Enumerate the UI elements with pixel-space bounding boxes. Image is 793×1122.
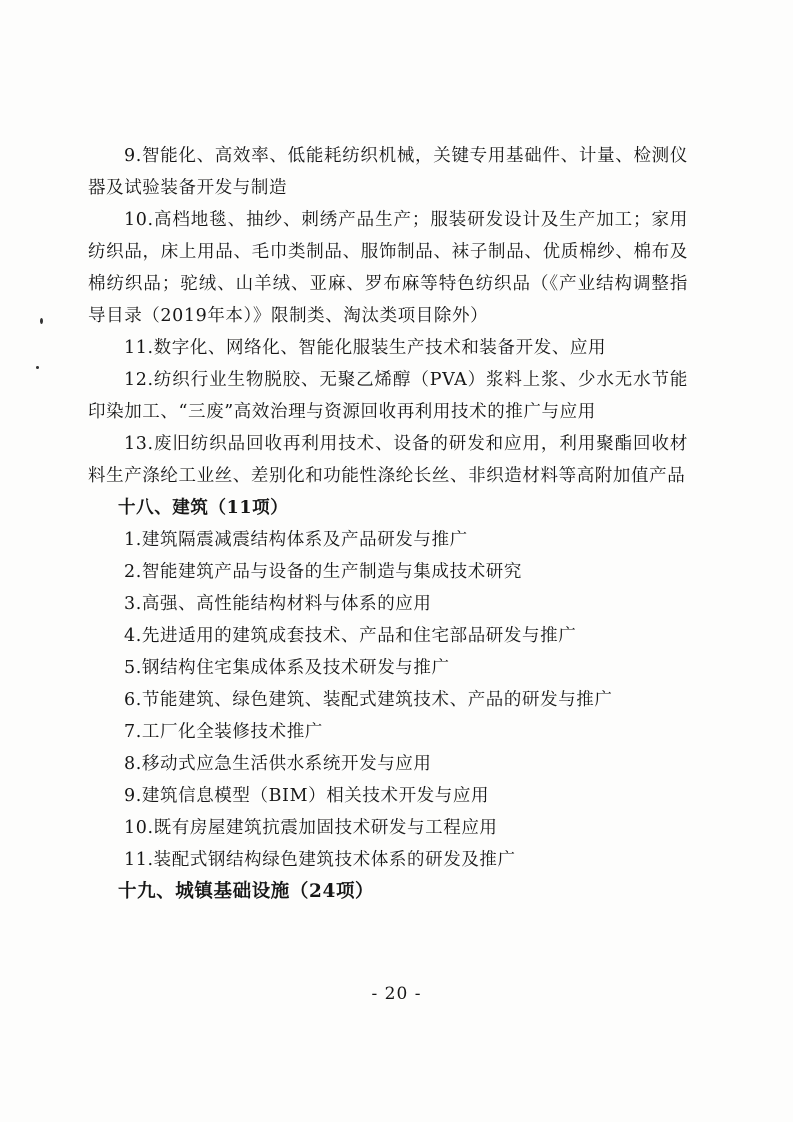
construction-item-7: 7.工厂化全装修技术推广 [124,722,323,742]
construction-item-10: 10.既有房屋建筑抗震加固技术研发与工程应用 [124,818,498,838]
construction-item-2: 2.智能建筑产品与设备的生产制造与集成技术研究 [124,562,522,582]
textile-item-9: 9.智能化、高效率、低能耗纺织机械，关键专用基础件、计量、检测仪器及试验装备开发与制造 [88,146,688,198]
construction-item-6: 6.节能建筑、绿色建筑、装配式建筑技术、产品的研发与推广 [124,690,613,710]
construction-item-11: 11.装配式钢结构绿色建筑技术体系的研发及推广 [124,850,516,870]
textile-item-10: 10.高档地毯、抽纱、刺绣产品生产；服装研发设计及生产加工；家用纺织品，床上用品、毛巾类制品、服饰制品、袜子制品、优质棉纱、棉布及棉纺织品；驼绒、山羊绒、亚麻、罗布麻等特色纺织品（《产业结构调整指导目录（2019年本）》限制类、淘汰类项目除外） [88,210,688,326]
textile-item-13: 13.废旧纺织品回收再利用技术、设备的研发和应用，利用聚酯回收材料生产涤纶工业丝、差别化和功能性涤纶长丝、非织造材料等高附加值产品 [88,434,688,486]
textile-item-12: 12.纺织行业生物脱胶、无聚乙烯醇（PVA）浆料上浆、少水无水节能印染加工、“三废”高效治理与资源回收再利用技术的推广与应用 [88,370,688,422]
construction-item-3: 3.高强、高性能结构材料与体系的应用 [124,594,432,614]
section-19-heading: 十九、城镇基础设施（24项） [118,881,375,902]
section-18-heading: 十八、建筑（11项） [118,498,289,518]
construction-item-1: 1.建筑隔震减震结构体系及产品研发与推广 [124,530,468,550]
textile-item-11: 11.数字化、网络化、智能化服装生产技术和装备开发、应用 [124,338,607,358]
scan-speck [40,318,43,324]
construction-item-8: 8.移动式应急生活供水系统开发与应用 [124,754,432,774]
body-text [88,140,688,908]
construction-item-9: 9.建筑信息模型（BIM）相关技术开发与应用 [124,786,490,806]
construction-item-4: 4.先进适用的建筑成套技术、产品和住宅部品研发与推广 [124,626,577,646]
page-number: - 20 - [371,984,422,1004]
construction-item-5: 5.钢结构住宅集成体系及技术研发与推广 [124,658,450,678]
scan-speck [36,366,39,369]
